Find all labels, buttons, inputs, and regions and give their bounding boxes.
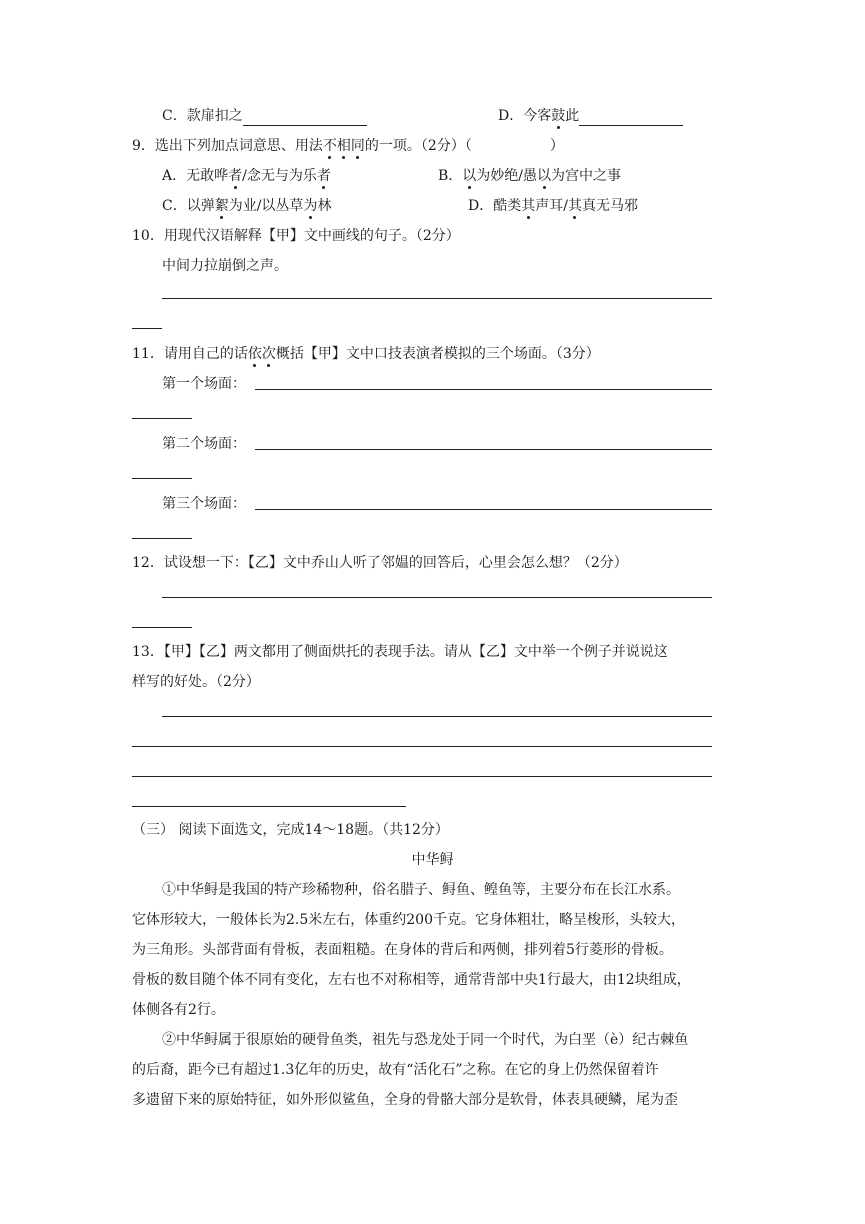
answer-line[interactable] — [255, 509, 712, 510]
q9-option-a-text: A．无敢哗 — [162, 168, 229, 184]
q8-option-d-text-end: 此 — [565, 108, 580, 124]
q9-option-c-mid: 为业/以丛草 — [228, 198, 304, 214]
q9-option-c-text: C．以弹 — [162, 198, 215, 214]
q11-stem — [132, 344, 600, 364]
passage-p1-line: 它体形较大，一般体长为2.5米左右，体重约200千克。它身体粗壮，略呈梭形，头较大， — [132, 912, 685, 928]
q9-option-d-end: 真无马邪 — [581, 198, 638, 214]
q10-sentence: 中间力拉崩倒之声。 — [162, 258, 288, 274]
q9-option-b — [438, 166, 621, 186]
passage-p1-line: 体侧各有2行。 — [132, 1002, 225, 1018]
q13-stem-line2: 样写的好处。（2分） — [132, 674, 260, 690]
q9-option-a — [162, 166, 331, 186]
emphasis-dot-char: 者 — [316, 168, 331, 184]
q9-option-d-text: D．酷类 — [468, 198, 522, 214]
q11-scene3-label: 第三个场面： — [162, 496, 246, 512]
emphasis-dot-char: 依 — [247, 346, 262, 362]
emphasis-dot-char: 其 — [521, 198, 536, 214]
answer-line[interactable] — [162, 597, 712, 598]
emphasis-dot-char: 同 — [350, 138, 365, 154]
emphasis-dot-char: 为 — [303, 198, 318, 214]
answer-line[interactable] — [132, 478, 192, 479]
q11-scene1-label: 第一个场面： — [162, 376, 246, 392]
answer-line[interactable] — [132, 328, 162, 329]
q11-scene2-label: 第二个场面： — [162, 436, 246, 452]
q11-stem-text: 11．请用自己的话 — [132, 346, 248, 362]
answer-line[interactable] — [255, 449, 712, 450]
q10-stem: 10．用现代汉语解释【甲】文中画线的句子。（2分） — [132, 228, 460, 244]
passage-p1-line: 为三角形。头部背面有骨板，表面粗糙。在身体的背后和两侧，排列着5行菱形的骨板。 — [132, 942, 673, 958]
q9-stem — [132, 136, 564, 156]
q9-option-b-mid: 为妙绝/愚 — [476, 168, 538, 184]
q8-option-d-text: D．今客 — [498, 108, 552, 124]
passage-p2-line: 的后裔，距今已有超过1.3亿年的历史，故有“活化石”之称。在它的身上仍然保留着许 — [132, 1062, 659, 1078]
q13-stem-line1: 13．【甲】【乙】两文都用了侧面烘托的表现手法。请从【乙】文中举一个例子并说说这 — [132, 644, 668, 660]
q9-stem-text: 9．选出下列加点词意思、用法 — [132, 138, 323, 154]
emphasis-dot-char: 以 — [462, 168, 477, 184]
answer-line[interactable] — [132, 418, 192, 419]
passage-p2-line: 多遗留下来的原始特征，如外形似鲨鱼，全身的骨骼大部分是软骨，体表具硬鳞，尾为歪 — [132, 1092, 678, 1108]
emphasis-dot-char: 絮 — [214, 198, 229, 214]
q9-option-a-mid: /念无与为乐 — [242, 168, 317, 184]
emphasis-dot-char: 者 — [228, 168, 243, 184]
q8-option-d — [498, 106, 683, 126]
passage-title: 中华鲟 — [411, 852, 454, 868]
passage-p1-line: ①中华鲟是我国的特产珍稀物种，俗名腊子、鲟鱼、鳇鱼等，主要分布在长江水系。 — [162, 882, 680, 898]
answer-blank[interactable] — [243, 109, 367, 126]
section3-heading: （三） 阅读下面选文，完成14～18题。（共12分） — [132, 822, 449, 838]
answer-blank[interactable] — [579, 109, 683, 126]
answer-line[interactable] — [255, 389, 712, 390]
q8-option-c-text: C．款扉扣之 — [162, 108, 243, 124]
passage-p1-line: 骨板的数目随个体不同有变化，左右也不对称相等，通常背部中央1行最大，由12块组成， — [132, 972, 691, 988]
emphasis-dot-char: 鼓 — [551, 108, 566, 124]
passage-p2-line: ②中华鲟属于很原始的硬骨鱼类，祖先与恐龙处于同一个时代，为白垩（è）纪古棘鱼 — [162, 1032, 689, 1048]
emphasis-dot-char: 不 — [322, 138, 337, 154]
answer-line[interactable] — [162, 716, 712, 717]
answer-line[interactable] — [132, 538, 192, 539]
emphasis-dot-char: 次 — [261, 346, 276, 362]
answer-line[interactable] — [132, 627, 192, 628]
q9-option-c-end: 林 — [317, 198, 332, 214]
answer-line[interactable] — [162, 298, 712, 299]
answer-line[interactable] — [132, 746, 712, 747]
q11-stem-text-end: 概括【甲】文中口技表演者模拟的三个场面。（3分） — [275, 346, 600, 362]
q9-option-c — [162, 196, 331, 216]
q9-option-b-end: 为宫中之事 — [551, 168, 622, 184]
answer-line[interactable] — [132, 806, 406, 807]
q9-option-d-mid: 声耳/ — [535, 198, 568, 214]
answer-line[interactable] — [132, 776, 712, 777]
q9-paren-close: ） — [549, 138, 564, 154]
q8-option-c — [162, 106, 367, 126]
q12-stem: 12．试设想一下：【乙】文中乔山人听了邻媪的回答后，心里会怎么想？（2分） — [132, 555, 628, 571]
q9-stem-text-end: 的一项。（2分）（ — [364, 138, 472, 154]
emphasis-dot-char: 以 — [537, 168, 552, 184]
emphasis-dot-char: 相 — [336, 138, 351, 154]
q9-option-d — [468, 196, 638, 216]
emphasis-dot-char: 其 — [567, 198, 582, 214]
q9-option-b-text: B． — [438, 168, 463, 184]
